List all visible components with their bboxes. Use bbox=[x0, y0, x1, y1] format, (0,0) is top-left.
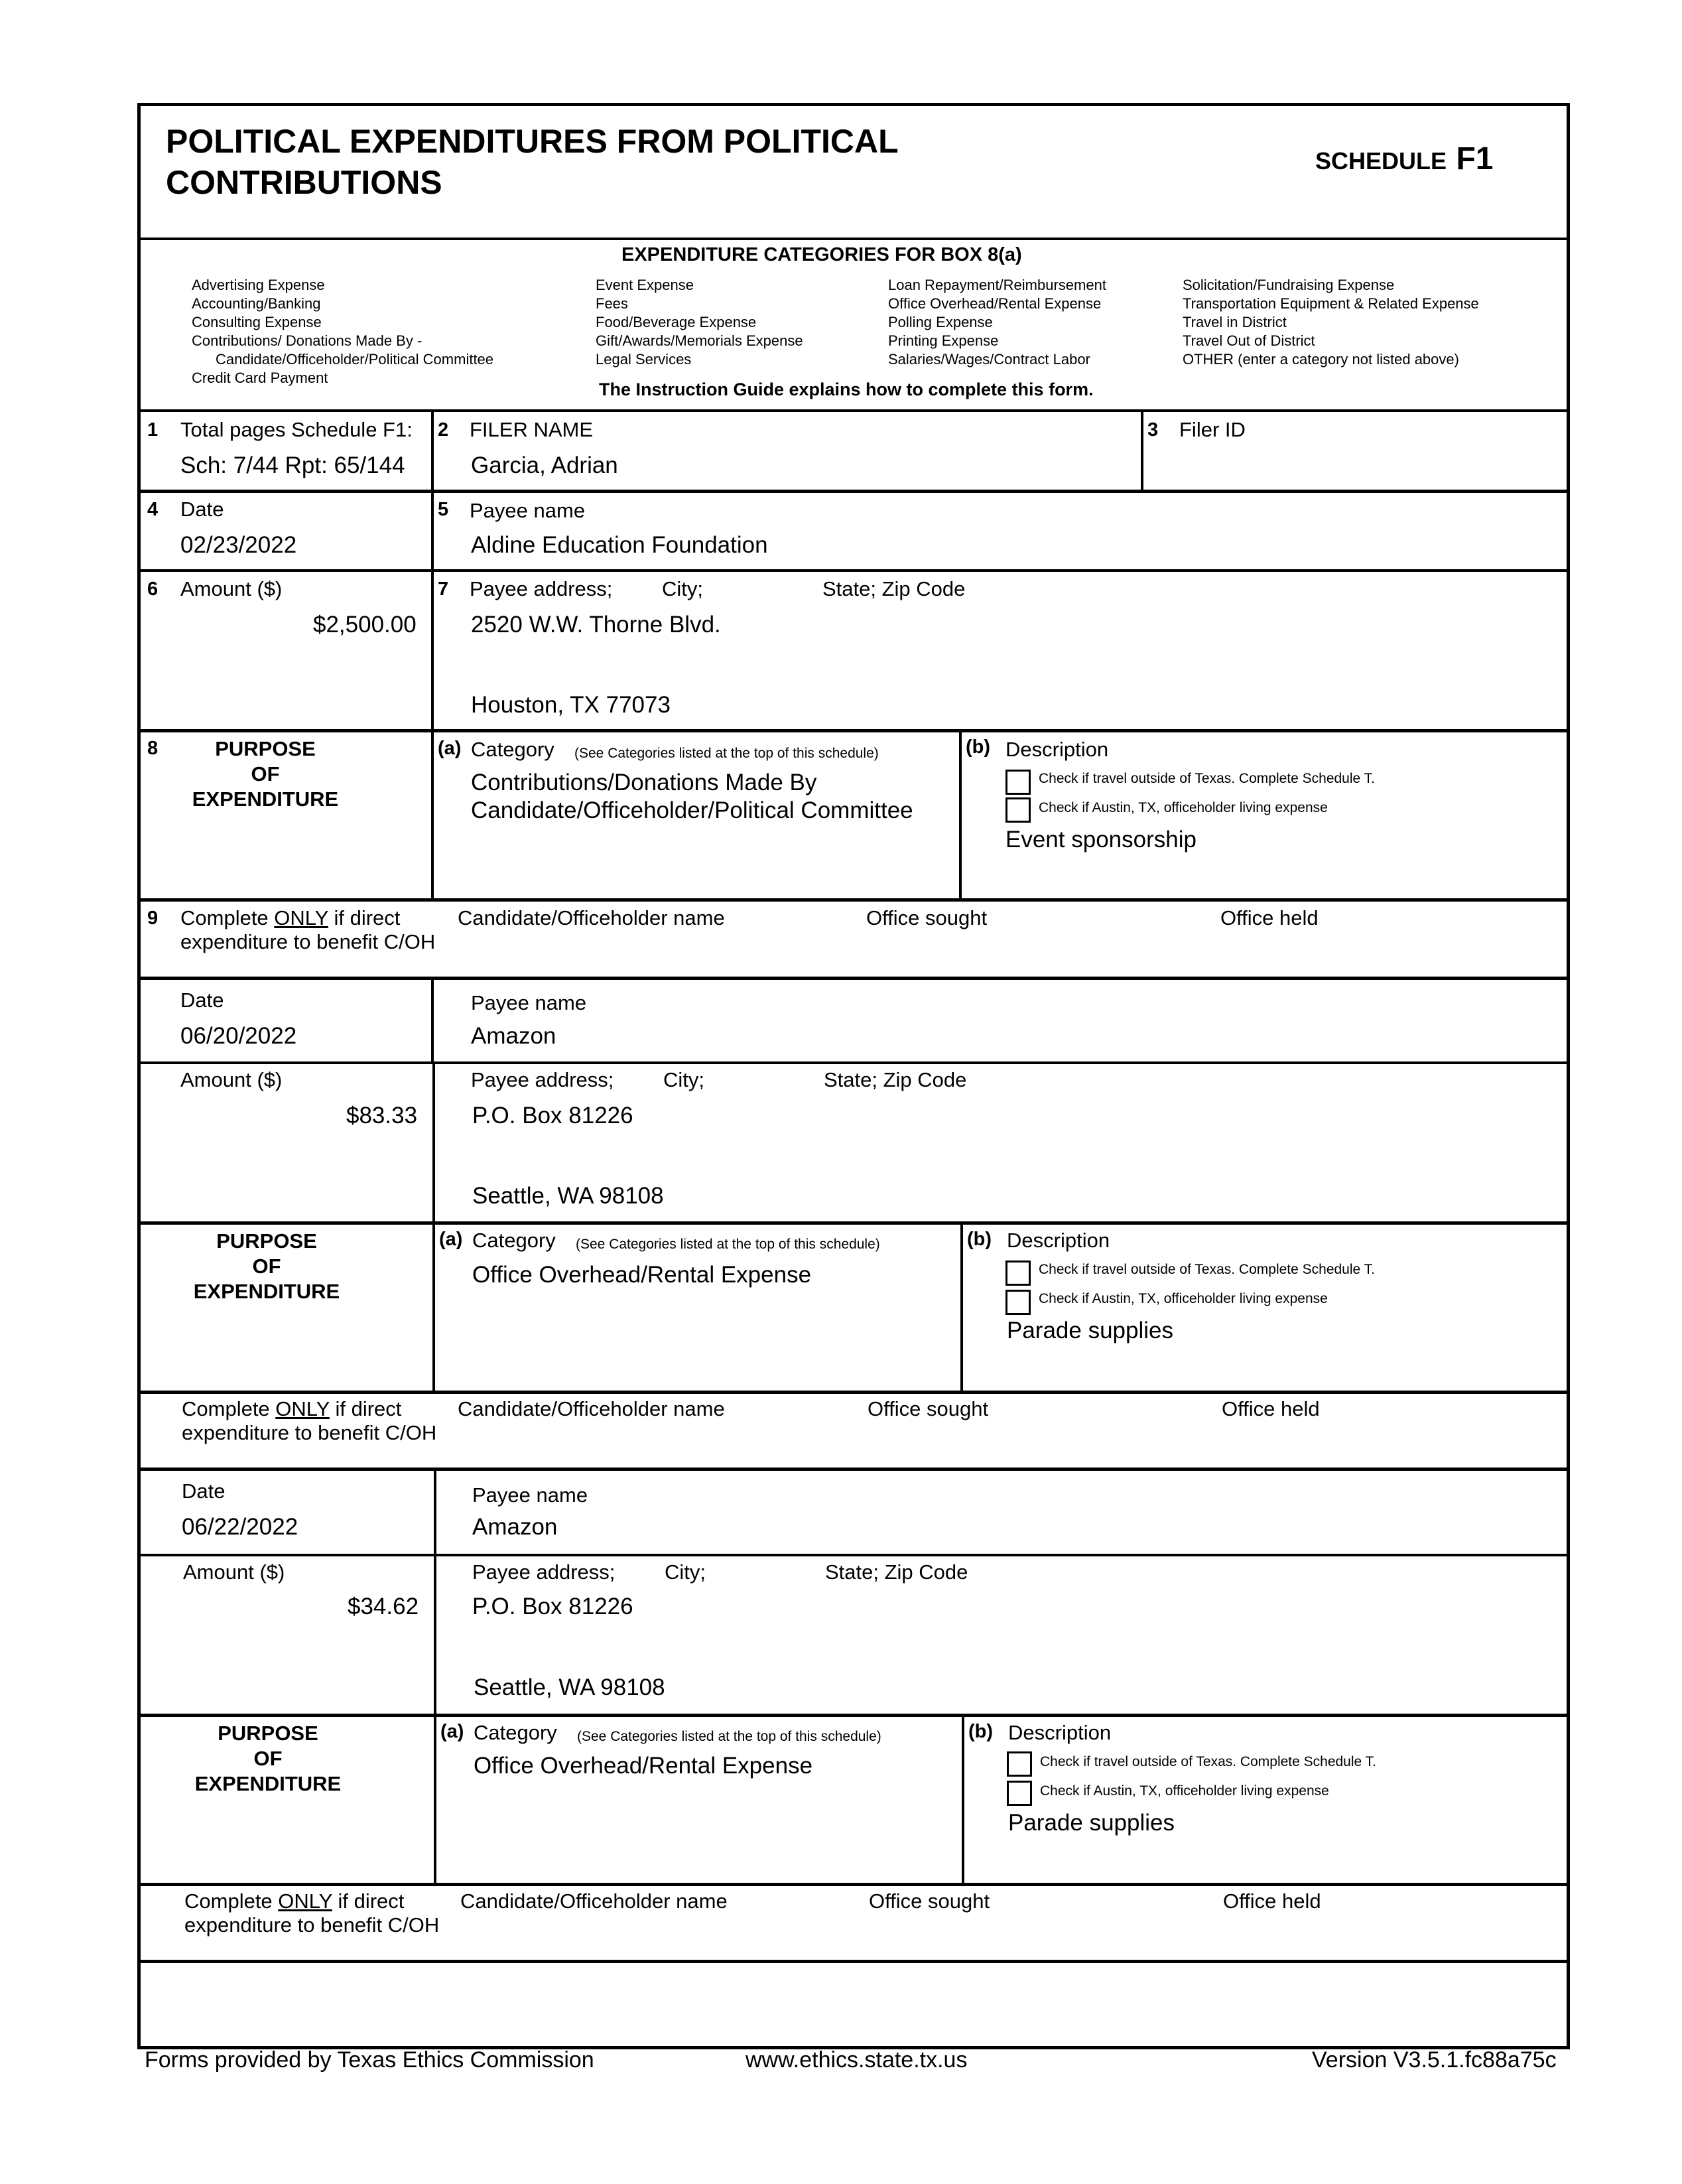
divider bbox=[137, 1221, 1570, 1225]
divider bbox=[137, 569, 1570, 572]
austin-check-label: Check if Austin, TX, officeholder living expense bbox=[1039, 800, 1328, 815]
divider bbox=[137, 1960, 1570, 1963]
field-number: 7 bbox=[438, 579, 449, 600]
divider bbox=[137, 898, 1570, 902]
field-number: 1 bbox=[147, 419, 159, 441]
city-label: City; bbox=[665, 1560, 706, 1584]
divider bbox=[431, 979, 434, 1063]
divider bbox=[137, 729, 1570, 732]
candidate-name-label: Candidate/Officeholder name bbox=[458, 906, 725, 929]
filer-id-label: Filer ID bbox=[1179, 418, 1246, 441]
total-pages-label: Total pages Schedule F1: bbox=[180, 418, 413, 441]
category-label: Category bbox=[471, 738, 554, 761]
field-number: 9 bbox=[147, 908, 159, 929]
divider bbox=[431, 571, 434, 731]
divider bbox=[137, 1554, 1570, 1556]
divider bbox=[434, 1469, 436, 1556]
field-number: (b) bbox=[967, 1229, 992, 1250]
divider bbox=[431, 491, 434, 571]
divider bbox=[431, 409, 434, 492]
payee-name-label: Payee name bbox=[471, 991, 587, 1014]
field-number: (b) bbox=[966, 736, 991, 758]
field-number: 8 bbox=[147, 738, 159, 759]
entry1-category-line1: Contributions/Donations Made By bbox=[471, 770, 817, 795]
divider bbox=[137, 977, 1570, 980]
instruction-note: The Instruction Guide explains how to complete this form. bbox=[599, 379, 1094, 399]
field-number: 5 bbox=[438, 499, 449, 520]
footer-provider: Forms provided by Texas Ethics Commission bbox=[145, 2047, 594, 2073]
entry2-description: Parade supplies bbox=[1007, 1318, 1173, 1343]
purpose-label: PURPOSE OF EXPENDITURE bbox=[194, 1722, 342, 1795]
austin-check-label: Check if Austin, TX, officeholder living expense bbox=[1039, 1291, 1328, 1306]
amount-label: Amount ($) bbox=[180, 577, 283, 600]
divider bbox=[137, 1714, 1570, 1717]
entry1-description: Event sponsorship bbox=[1005, 827, 1197, 853]
description-label: Description bbox=[1005, 738, 1109, 761]
travel-check-label: Check if travel outside of Texas. Complete Schedule T. bbox=[1039, 1262, 1375, 1277]
purpose-label: PURPOSE OF EXPENDITURE bbox=[192, 737, 339, 811]
date-label: Date bbox=[182, 1479, 226, 1503]
travel-checkbox[interactable] bbox=[1007, 1751, 1032, 1777]
field-number: 4 bbox=[147, 499, 159, 520]
field-number: 6 bbox=[147, 579, 159, 600]
filer-name-label: FILER NAME bbox=[470, 418, 594, 441]
candidate-name-label: Candidate/Officeholder name bbox=[458, 1397, 725, 1420]
entry1-category-line2: Candidate/Officeholder/Political Committee bbox=[471, 797, 913, 823]
purpose-label: PURPOSE OF EXPENDITURE bbox=[193, 1229, 340, 1303]
state-zip-label: State; Zip Code bbox=[824, 1068, 967, 1091]
categories-heading: EXPENDITURE CATEGORIES FOR BOX 8(a) bbox=[621, 244, 1022, 265]
entry1-amount: $2,500.00 bbox=[313, 612, 417, 638]
austin-checkbox[interactable] bbox=[1005, 797, 1031, 823]
austin-check-label: Check if Austin, TX, officeholder living expense bbox=[1040, 1783, 1329, 1799]
schedule-label: SCHEDULE F1 bbox=[1315, 141, 1494, 176]
entry3-address-line2: Seattle, WA 98108 bbox=[474, 1674, 665, 1700]
divider bbox=[1141, 409, 1143, 492]
field-number: (a) bbox=[440, 1721, 464, 1742]
payee-address-label: Payee address; bbox=[470, 577, 613, 600]
state-zip-label: State; Zip Code bbox=[825, 1560, 968, 1584]
austin-checkbox[interactable] bbox=[1005, 1290, 1031, 1315]
category-label: Category bbox=[474, 1721, 557, 1744]
entry1-address-line2: Houston, TX 77073 bbox=[471, 692, 671, 718]
payee-name-label: Payee name bbox=[472, 1483, 588, 1507]
divider bbox=[137, 1467, 1570, 1471]
categories-divider bbox=[137, 409, 1570, 412]
travel-checkbox[interactable] bbox=[1005, 1261, 1031, 1286]
payee-name-label: Payee name bbox=[470, 499, 586, 522]
divider bbox=[962, 1715, 964, 1885]
category-note: (See Categories listed at the top of this schedule) bbox=[577, 1729, 881, 1744]
field-number: 2 bbox=[438, 419, 449, 441]
entry1-address-line1: 2520 W.W. Thorne Blvd. bbox=[471, 612, 721, 638]
divider bbox=[432, 1223, 435, 1393]
field-number: (b) bbox=[968, 1721, 994, 1742]
divider bbox=[434, 1715, 436, 1885]
divider bbox=[137, 1883, 1570, 1886]
category-note: (See Categories listed at the top of this schedule) bbox=[576, 1237, 880, 1252]
divider bbox=[137, 1391, 1570, 1394]
entry2-payee-name: Amazon bbox=[471, 1023, 556, 1049]
date-label: Date bbox=[180, 498, 224, 521]
field-number: 3 bbox=[1147, 419, 1159, 441]
travel-checkbox[interactable] bbox=[1005, 770, 1031, 795]
complete-only-label: Complete ONLY if direct expenditure to benefit C/OH bbox=[182, 1397, 437, 1444]
office-held-label: Office held bbox=[1222, 1397, 1320, 1420]
entry2-amount: $83.33 bbox=[346, 1103, 418, 1128]
candidate-name-label: Candidate/Officeholder name bbox=[460, 1889, 728, 1913]
entry3-payee-name: Amazon bbox=[472, 1514, 558, 1540]
entry2-date: 06/20/2022 bbox=[180, 1023, 297, 1049]
office-sought-label: Office sought bbox=[869, 1889, 990, 1913]
office-sought-label: Office sought bbox=[868, 1397, 989, 1420]
entry2-category-line1: Office Overhead/Rental Expense bbox=[472, 1262, 812, 1288]
office-sought-label: Office sought bbox=[866, 906, 988, 929]
date-label: Date bbox=[180, 989, 224, 1012]
description-label: Description bbox=[1007, 1229, 1110, 1252]
divider bbox=[431, 730, 434, 900]
city-label: City; bbox=[662, 577, 703, 600]
divider bbox=[434, 1555, 436, 1716]
travel-check-label: Check if travel outside of Texas. Complete Schedule T. bbox=[1040, 1754, 1376, 1769]
description-label: Description bbox=[1008, 1721, 1112, 1744]
entry1-date: 02/23/2022 bbox=[180, 532, 297, 558]
category-label: Category bbox=[472, 1229, 556, 1252]
divider bbox=[137, 490, 1570, 493]
entry3-amount: $34.62 bbox=[348, 1594, 419, 1619]
form-title bbox=[166, 121, 899, 203]
footer-website[interactable]: www.ethics.state.tx.us bbox=[745, 2047, 968, 2073]
complete-only-label: Complete ONLY if direct expenditure to benefit C/OH bbox=[184, 1889, 440, 1937]
office-held-label: Office held bbox=[1220, 906, 1319, 929]
divider bbox=[960, 1223, 963, 1393]
entry3-address-line1: P.O. Box 81226 bbox=[472, 1594, 633, 1619]
city-label: City; bbox=[663, 1068, 704, 1091]
entry3-description: Parade supplies bbox=[1008, 1810, 1175, 1836]
payee-address-label: Payee address; bbox=[471, 1068, 614, 1091]
footer-version: Version V3.5.1.fc88a75c bbox=[1312, 2047, 1557, 2073]
categories-col2: Event Expense Fees Food/Beverage Expense Gift/Awards/Memorials Expense Legal Services bbox=[596, 277, 803, 368]
amount-label: Amount ($) bbox=[180, 1068, 283, 1091]
state-zip-label: State; Zip Code bbox=[822, 577, 966, 600]
categories-col3: Loan Repayment/Reimbursement Office Overhead/Rental Expense Polling Expense Printing Expense Salaries/Wages/Contract Labor bbox=[888, 277, 1106, 368]
categories-col1: Advertising Expense Accounting/Banking Consulting Expense Contributions/ Donations Made By - Candidate/Officeholder/Political Committee Credit Card Payment bbox=[192, 277, 494, 386]
filer-name-value: Garcia, Adrian bbox=[471, 452, 618, 478]
entry2-address-line1: P.O. Box 81226 bbox=[472, 1103, 633, 1128]
divider bbox=[432, 1063, 435, 1223]
entry2-address-line2: Seattle, WA 98108 bbox=[472, 1183, 664, 1209]
categories-col4: Solicitation/Fundraising Expense Transportation Equipment & Related Expense Travel in District Travel Out of District OTHER (enter a category not listed above) bbox=[1183, 277, 1479, 368]
austin-checkbox[interactable] bbox=[1007, 1781, 1032, 1806]
travel-check-label: Check if travel outside of Texas. Complete Schedule T. bbox=[1039, 771, 1375, 786]
amount-label: Amount ($) bbox=[183, 1560, 285, 1584]
total-pages-value: Sch: 7/44 Rpt: 65/144 bbox=[180, 452, 405, 478]
complete-only-label: Complete ONLY if direct expenditure to benefit C/OH bbox=[180, 906, 436, 953]
entry3-date: 06/22/2022 bbox=[182, 1514, 298, 1540]
divider bbox=[959, 730, 962, 900]
payee-address-label: Payee address; bbox=[472, 1560, 615, 1584]
office-held-label: Office held bbox=[1223, 1889, 1321, 1913]
form-title-line1: POLITICAL EXPENDITURES FROM POLITICAL bbox=[166, 123, 899, 160]
field-number: (a) bbox=[438, 738, 462, 759]
field-number: (a) bbox=[439, 1229, 463, 1250]
form-title-line2: CONTRIBUTIONS bbox=[166, 164, 442, 201]
category-note: (See Categories listed at the top of this schedule) bbox=[574, 746, 879, 761]
entry3-category-line1: Office Overhead/Rental Expense bbox=[474, 1753, 813, 1779]
divider bbox=[137, 1061, 1570, 1064]
entry1-payee-name: Aldine Education Foundation bbox=[471, 532, 768, 558]
schedule-code: F1 bbox=[1456, 141, 1494, 176]
header-divider bbox=[137, 238, 1570, 240]
